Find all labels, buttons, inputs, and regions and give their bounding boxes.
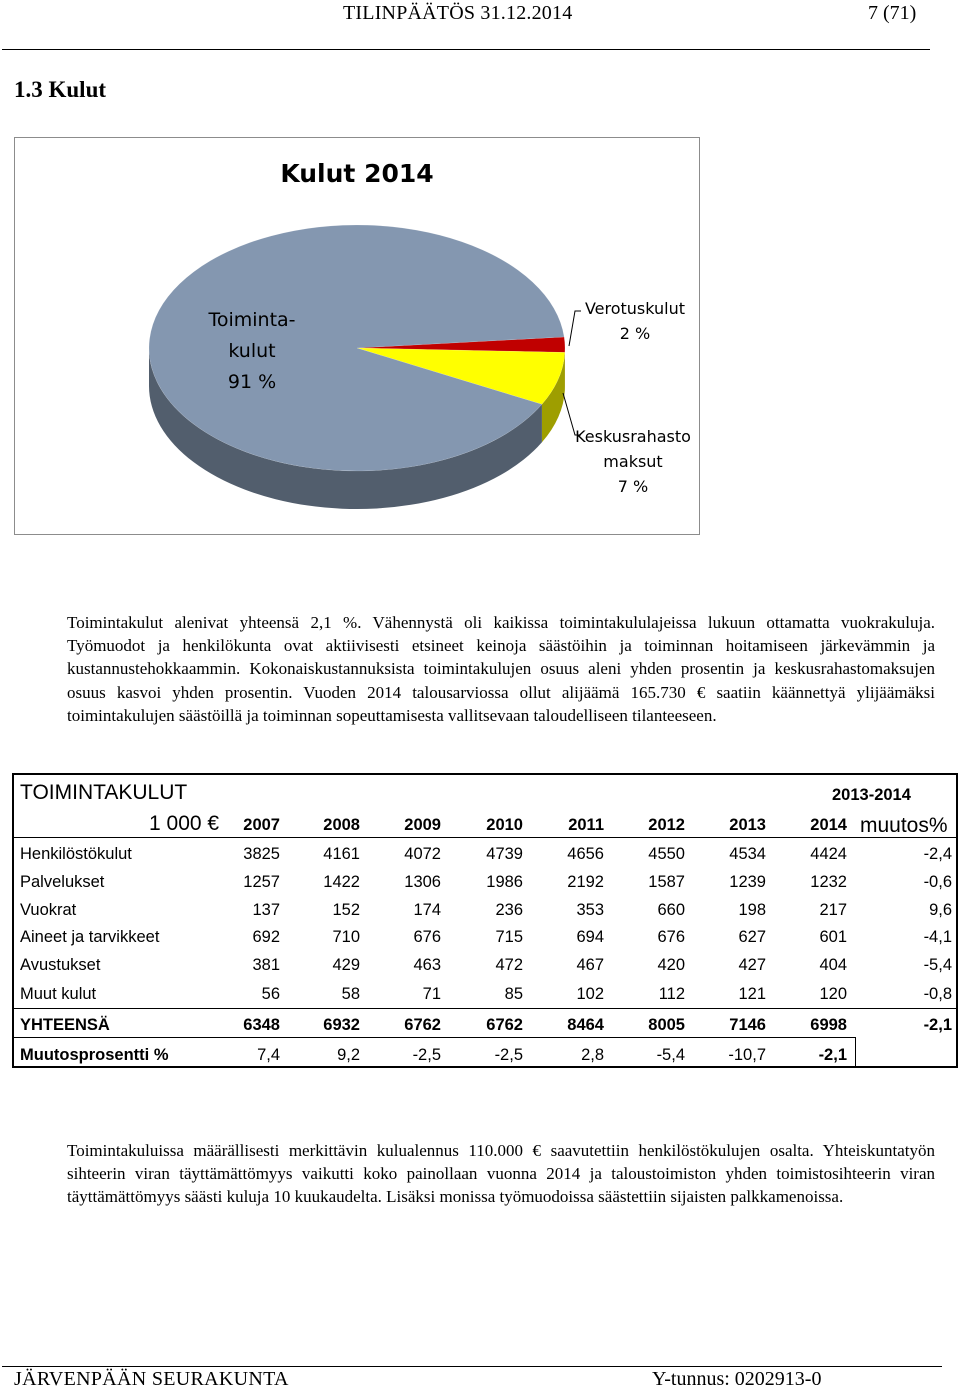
slice-label: 2 % [619, 324, 651, 343]
cell-value: 137 [252, 901, 280, 919]
business-id: Y-tunnus: 0202913-0 [652, 1368, 822, 1390]
header-divider [2, 49, 930, 50]
change-row-end-divider [855, 1037, 856, 1068]
cell-value: 715 [495, 928, 523, 946]
total-value: 8464 [567, 1016, 604, 1034]
organization-name: JÄRVENPÄÄN SEURAKUNTA [14, 1368, 289, 1390]
change-row-divider [14, 1037, 856, 1038]
total-value: 7146 [729, 1016, 766, 1034]
cell-value: 4656 [567, 845, 604, 863]
total-value: 6932 [323, 1016, 360, 1034]
row-label: Avustukset [20, 956, 101, 974]
chart-title: Kulut 2014 [280, 159, 434, 188]
year-header: 2007 [243, 816, 280, 834]
pie-chart [14, 137, 700, 535]
cell-value: 3825 [243, 845, 280, 863]
cell-value: 1422 [323, 873, 360, 891]
change-row-label: Muutosprosentti % [20, 1046, 169, 1064]
section-title: 1.3 Kulut [14, 77, 107, 102]
total-value: 6762 [404, 1016, 441, 1034]
year-header: 2009 [404, 816, 441, 834]
change-row-value: 9,2 [337, 1046, 360, 1064]
cell-change: 9,6 [929, 901, 952, 919]
year-header: 2013 [729, 816, 766, 834]
cell-value: 4550 [648, 845, 685, 863]
change-row-value: -5,4 [656, 1046, 685, 1064]
change-row-value: -10,7 [728, 1046, 766, 1064]
cell-value: 4534 [729, 845, 766, 863]
slice-label: Toiminta- [208, 309, 296, 331]
year-header: 2014 [810, 816, 847, 834]
page-number: 7 (71) [868, 2, 917, 24]
cell-change: -5,4 [923, 956, 952, 974]
cell-value: 2192 [567, 873, 604, 891]
cell-value: 429 [332, 956, 360, 974]
cell-value: 1232 [810, 873, 847, 891]
cell-value: 1239 [729, 873, 766, 891]
cell-change: -2,4 [923, 845, 952, 863]
cell-value: 112 [658, 985, 685, 1003]
total-divider [14, 1008, 956, 1009]
expense-table [12, 773, 958, 1068]
change-row-value: 2,8 [581, 1046, 604, 1064]
cell-value: 71 [422, 985, 441, 1003]
table-change-label: muutos% [860, 814, 948, 837]
total-value: 8005 [648, 1016, 685, 1034]
leader-line [569, 311, 581, 346]
cell-value: 4424 [810, 845, 847, 863]
footer-divider [2, 1366, 942, 1367]
cell-value: 660 [657, 901, 685, 919]
cell-value: 694 [576, 928, 604, 946]
change-row-value: -2,5 [494, 1046, 523, 1064]
cell-value: 381 [252, 956, 280, 974]
year-header: 2012 [648, 816, 685, 834]
slice-label: kulut [228, 340, 276, 362]
change-row-value: 7,4 [257, 1046, 280, 1064]
cell-value: 56 [261, 985, 280, 1003]
cell-value: 198 [738, 901, 766, 919]
change-row-value: -2,1 [818, 1046, 847, 1064]
cell-value: 1306 [404, 873, 441, 891]
cell-value: 58 [341, 985, 360, 1003]
change-row-value: -2,5 [412, 1046, 441, 1064]
row-label: Muut kulut [20, 985, 97, 1003]
cell-value: 692 [252, 928, 280, 946]
total-value: 6998 [810, 1016, 847, 1034]
pie-chart-canvas [15, 138, 699, 534]
cell-value: 4739 [486, 845, 523, 863]
cell-value: 472 [495, 956, 523, 974]
table-unit: 1 000 € [149, 812, 220, 835]
cell-value: 85 [504, 985, 523, 1003]
total-value: 6762 [486, 1016, 523, 1034]
total-label: YHTEENSÄ [20, 1016, 110, 1034]
cell-value: 217 [819, 901, 847, 919]
cell-change: -0,6 [923, 873, 952, 891]
year-header: 2011 [568, 816, 604, 834]
cell-value: 463 [413, 956, 441, 974]
cell-value: 1257 [243, 873, 280, 891]
cell-value: 710 [332, 928, 360, 946]
cell-value: 427 [738, 956, 766, 974]
slice-label: 91 % [227, 371, 277, 393]
cell-value: 121 [738, 985, 766, 1003]
cell-value: 420 [657, 956, 685, 974]
cell-value: 676 [413, 928, 441, 946]
cell-value: 601 [819, 928, 847, 946]
slice-label: 7 % [617, 477, 649, 496]
cell-value: 1587 [648, 873, 685, 891]
row-label: Aineet ja tarvikkeet [20, 928, 160, 946]
cell-value: 174 [413, 901, 441, 919]
year-header: 2010 [486, 816, 523, 834]
slice-label: Verotuskulut [584, 299, 686, 318]
paragraph-intro: Toimintakulut alenivat yhteensä 2,1 %. Vähennystä oli kaikissa toimintakululajeissa lukuun ottamatta vuokrakuluja. Työmuodot ja henkilökunta ovat aktiivisesti etsineet keinoja säästöihin ja toiminnan hoitamiseen järkevämmin ja kustannustehokkaammin. Kokonaiskustannuksista toimintakulujen osuus aleni yhden prosentin ja keskusrahastomaksujen osuus kasvoi yhden prosentin. Vuoden 2014 talousarviossa ollut alijäämä 165.730 € saatiin käännettyä ylijäämäksi toimintakulujen säästöillä ja toiminnan sopeuttamisesta vallitsevaan taloudelliseen tilanteeseen. [67, 613, 935, 725]
cell-value: 353 [576, 901, 604, 919]
row-label: Vuokrat [20, 901, 77, 919]
cell-value: 676 [657, 928, 685, 946]
document-title: TILINPÄÄTÖS 31.12.2014 [343, 2, 573, 24]
row-label: Henkilöstökulut [20, 845, 132, 863]
cell-change: -4,1 [923, 928, 952, 946]
cell-value: 4072 [404, 845, 441, 863]
cell-value: 404 [819, 956, 847, 974]
cell-value: 120 [819, 985, 847, 1003]
cell-value: 1986 [486, 873, 523, 891]
total-value: 6348 [243, 1016, 280, 1034]
cell-value: 102 [576, 985, 604, 1003]
table-change-period: 2013-2014 [832, 786, 911, 804]
cell-value: 4161 [323, 845, 360, 863]
cell-change: -0,8 [923, 985, 952, 1003]
row-label: Palvelukset [20, 873, 105, 891]
cell-value: 236 [495, 901, 523, 919]
year-header: 2008 [323, 816, 360, 834]
table-title: TOIMINTAKULUT [20, 781, 188, 804]
cell-value: 627 [738, 928, 766, 946]
table-header-divider [14, 837, 956, 838]
cell-value: 152 [332, 901, 360, 919]
slice-label: maksut [603, 452, 663, 471]
total-change: -2,1 [923, 1016, 952, 1034]
cell-value: 467 [576, 956, 604, 974]
paragraph-staff-costs: Toimintakuluissa määrällisesti merkittävin kulualennus 110.000 € saavutettiin henkilöstökulujen osalta. Yhteiskuntatyön sihteerin viran täyttämättömyys vaikutti koko painollaan vuonna 2014 ja taloustoimiston yhden toimistosihteerin viran täyttämättömyys säästi kuluja 10 kuukaudelta. Lisäksi monissa työmuodoissa säästettiin sijaisten palkkamenoissa. [67, 1141, 935, 1207]
slice-label: Keskusrahasto [575, 427, 691, 446]
